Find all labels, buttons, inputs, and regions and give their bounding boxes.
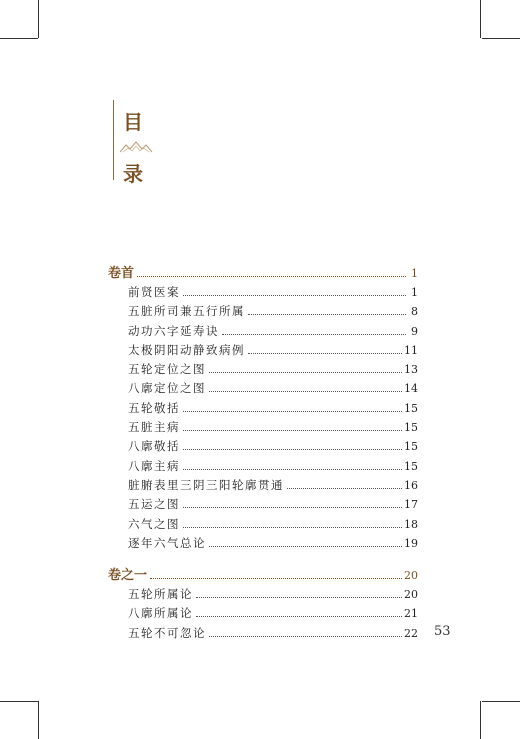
toc-entry[interactable] — [128, 496, 418, 515]
crop-mark — [482, 38, 520, 39]
toc-entry[interactable] — [128, 535, 418, 554]
dot-leader — [287, 488, 402, 489]
title-char-2: 录 — [123, 162, 143, 186]
crop-mark — [480, 701, 481, 739]
toc-entry[interactable] — [128, 477, 418, 496]
entry-page: 13 — [404, 363, 418, 377]
toc-entry[interactable] — [128, 361, 418, 380]
entry-page: 19 — [404, 536, 418, 550]
entry-page: 1 — [411, 286, 418, 299]
dot-leader — [183, 507, 402, 508]
table-of-contents — [108, 262, 418, 644]
entry-label: 五轮所属论 — [128, 587, 193, 602]
section-gap — [108, 554, 418, 564]
toc-entry[interactable] — [128, 516, 418, 535]
entry-label: 五脏所司兼五行所属 — [128, 304, 245, 319]
title-rule — [113, 100, 114, 180]
toc-entry[interactable] — [128, 625, 418, 644]
crop-mark — [480, 0, 481, 38]
dot-leader — [183, 527, 402, 528]
entry-label: 八廓所属论 — [128, 606, 193, 621]
entry-label: 八廓敬括 — [128, 439, 180, 454]
crop-mark — [38, 0, 39, 38]
dot-leader — [183, 430, 402, 431]
entry-page: 21 — [404, 607, 418, 621]
dot-leader — [248, 353, 402, 354]
mountain-ornament-icon — [119, 140, 153, 154]
toc-entry[interactable] — [128, 323, 418, 342]
entry-page: 15 — [404, 401, 418, 415]
toc-entry[interactable] — [128, 400, 418, 419]
dot-leader — [183, 449, 402, 450]
section-page: 1 — [411, 267, 418, 280]
page-number: 53 — [434, 624, 451, 639]
entry-page: 15 — [404, 440, 418, 454]
entry-page: 18 — [404, 517, 418, 531]
entry-label: 五轮敬括 — [128, 400, 180, 415]
entry-label: 五轮不可忽论 — [128, 625, 206, 640]
toc-entry[interactable] — [128, 342, 418, 361]
entry-label: 太极阴阳动静致病例 — [128, 342, 245, 357]
entry-page: 16 — [404, 478, 418, 492]
toc-section[interactable] — [108, 564, 418, 586]
toc-entry[interactable] — [128, 605, 418, 624]
dot-leader — [209, 391, 402, 392]
crop-mark — [38, 701, 39, 739]
crop-mark — [482, 701, 520, 702]
dot-leader — [248, 314, 406, 315]
entry-label: 前贤医案 — [128, 285, 180, 299]
entry-label: 六气之图 — [128, 516, 180, 531]
section-page: 20 — [404, 569, 418, 583]
section-title: 卷之一 — [108, 568, 148, 584]
crop-mark — [0, 701, 38, 702]
entry-page: 9 — [411, 324, 418, 338]
toc-entry[interactable] — [128, 380, 418, 399]
toc-entry[interactable] — [128, 284, 418, 303]
toc-entry[interactable] — [128, 438, 418, 457]
entry-label: 脏腑表里三阴三阳轮廓贯通 — [128, 477, 284, 492]
entry-label: 动功六字延寿诀 — [128, 323, 219, 338]
section-title: 卷首 — [108, 266, 135, 281]
crop-mark — [0, 38, 38, 39]
entry-label: 五脏主病 — [128, 420, 180, 435]
dot-leader — [209, 546, 402, 547]
entry-label: 逐年六气总论 — [128, 535, 206, 550]
entry-label: 八廓定位之图 — [128, 381, 206, 396]
entry-page: 8 — [411, 305, 418, 319]
dot-leader — [209, 636, 402, 637]
dot-leader — [209, 372, 402, 373]
toc-section[interactable] — [108, 262, 418, 284]
entry-page: 15 — [404, 421, 418, 435]
dot-leader — [183, 469, 402, 470]
entry-label: 五轮定位之图 — [128, 362, 206, 377]
toc-entry[interactable] — [128, 303, 418, 322]
toc-entry[interactable] — [128, 458, 418, 477]
entry-page: 17 — [404, 498, 418, 512]
toc-entry[interactable] — [128, 586, 418, 605]
dot-leader — [137, 276, 406, 277]
toc-entry[interactable] — [128, 419, 418, 438]
dot-leader — [222, 334, 406, 335]
entry-page: 20 — [404, 588, 418, 602]
dot-leader — [183, 295, 406, 296]
dot-leader — [183, 411, 402, 412]
dot-leader — [196, 616, 402, 617]
entry-page: 15 — [404, 459, 418, 473]
dot-leader — [196, 597, 402, 598]
entry-page: 11 — [404, 343, 418, 357]
title-char-1: 目 — [123, 110, 143, 134]
entry-page: 14 — [404, 382, 418, 396]
entry-label: 八廓主病 — [128, 458, 180, 473]
dot-leader — [150, 578, 402, 579]
entry-page: 22 — [404, 626, 418, 640]
entry-label: 五运之图 — [128, 497, 180, 512]
